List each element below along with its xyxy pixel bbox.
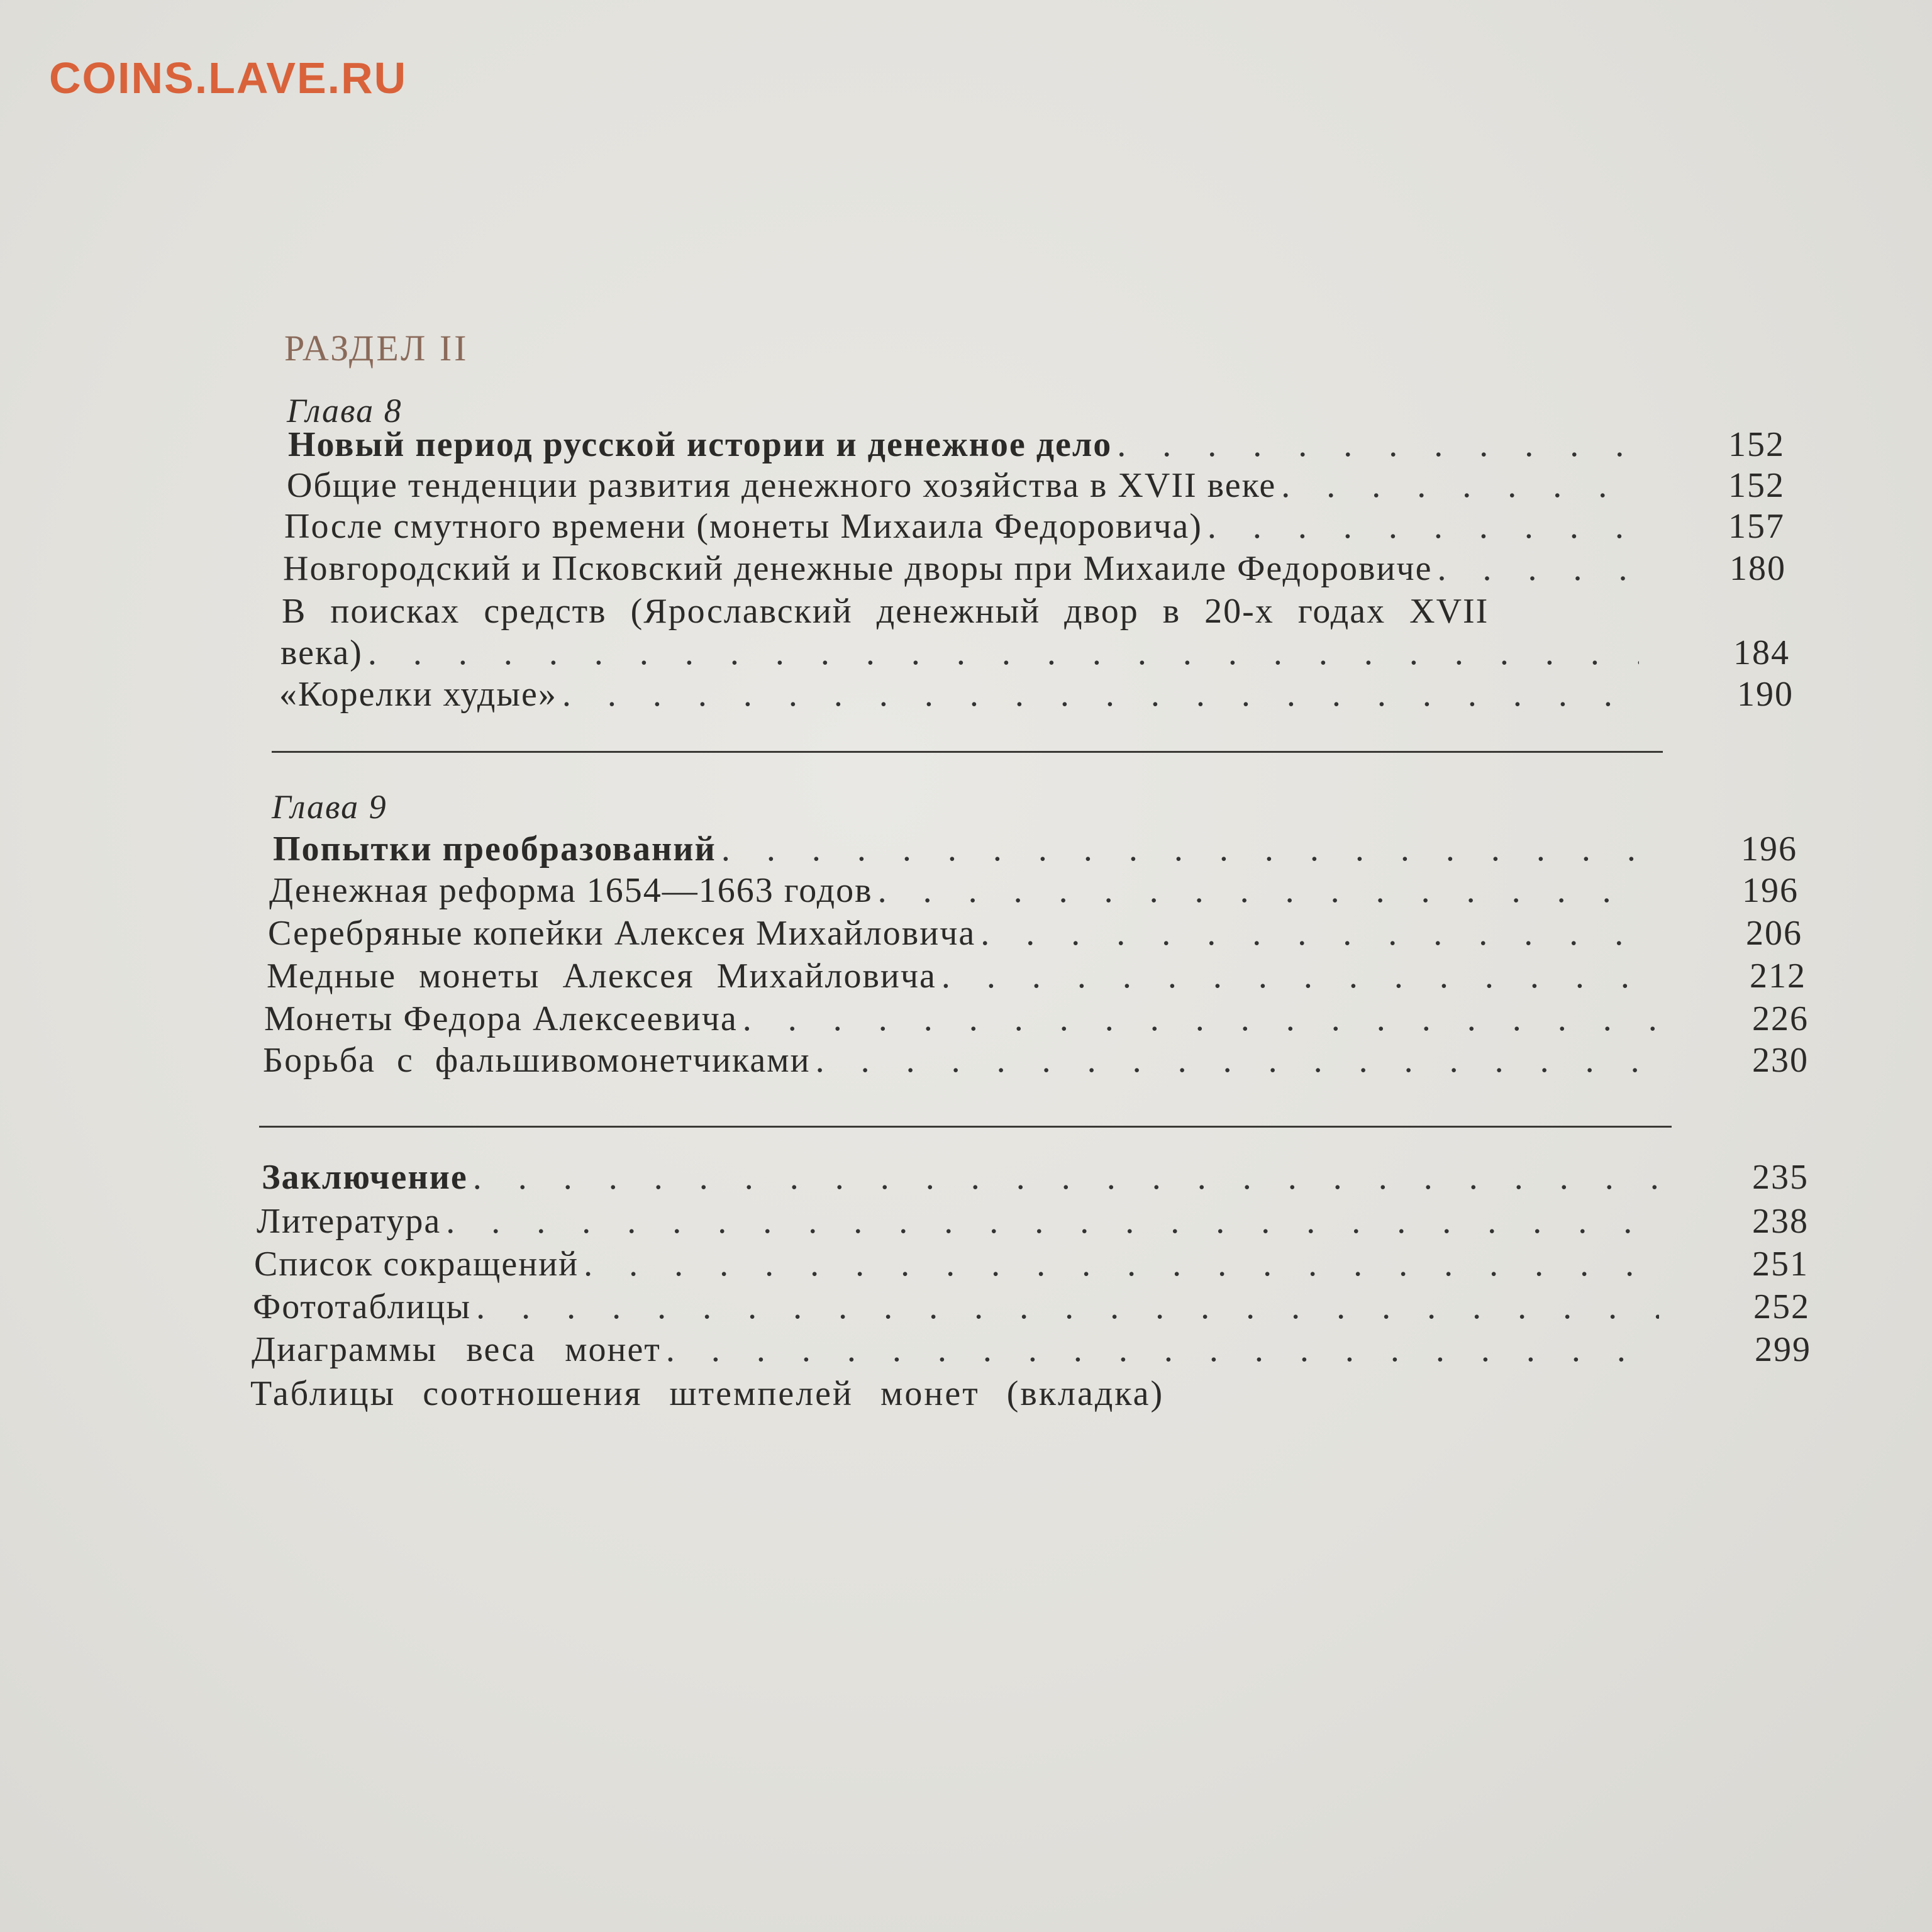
toc-entry-wrapped-line [282,591,1657,631]
toc-entry-title-line1: В поисках средств (Ярославский денежный двор в 20-х годах XVII [282,592,1489,631]
leader-dots [1281,465,1634,506]
toc-entry-page: 190 [1737,675,1794,714]
toc-entry-title: Серебряные копейки Алексея Михайловича [268,914,976,953]
toc-entry-title: Попытки преобразований [273,830,716,869]
toc-entry-title: После смутного времени (монеты Михаила Федоровича) [284,507,1202,546]
chapter-8-label: Глава 8 [287,392,402,430]
toc-entry[interactable] [253,1287,1810,1328]
toc-entry-title: Новгородский и Псковский денежные дворы при Михаиле Федоровиче [283,549,1433,588]
toc-entry[interactable] [262,1157,1809,1199]
leader-dots [446,1201,1658,1241]
toc-entry-last[interactable] [250,1374,1164,1414]
toc-entry[interactable] [280,633,1790,674]
toc-entry-title: «Корелки худые» [279,675,557,714]
leader-dots [476,1287,1659,1327]
toc-entry-page: 152 [1728,425,1785,464]
toc-entry-title: Общие тенденции развития денежного хозяйства в XVII веке [287,466,1277,505]
toc-entry-page: 252 [1753,1287,1810,1326]
toc-entry[interactable] [263,1040,1809,1082]
leader-dots [980,913,1652,953]
toc-entry-title: Диаграммы веса монет [252,1330,661,1369]
toc-entry-page: 226 [1752,999,1809,1038]
toc-entry[interactable] [269,870,1799,912]
toc-entry[interactable] [257,1201,1809,1243]
toc-entry[interactable] [287,465,1785,507]
toc-entry[interactable] [267,956,1806,997]
toc-entry-page: 251 [1752,1245,1809,1284]
toc-entry[interactable] [264,999,1809,1040]
section-heading: РАЗДЕЛ II [284,328,469,369]
toc-entry-title: Монеты Федора Алексеевича [264,999,738,1038]
toc-entry-page: 196 [1741,830,1797,869]
toc-entry-page: 196 [1742,871,1799,910]
toc-entry[interactable] [273,829,1797,870]
toc-entry-title: Медные монеты Алексея Михайловича [267,957,936,996]
toc-entry-page: 299 [1755,1330,1811,1369]
chapter-divider [259,1126,1672,1128]
chapter-divider [272,751,1663,753]
toc-entry-title: Борьба с фальшивомонетчиками [263,1041,811,1080]
watermark-logo: COINS.LAVE.RU [49,53,408,103]
leader-dots [878,870,1648,911]
toc-entry-page: 212 [1750,957,1806,996]
toc-entry-title: Литература [257,1202,441,1241]
leader-dots [941,956,1655,996]
toc-entry-title: Таблицы соотношения штемпелей монет (вкладка) [250,1374,1165,1413]
toc-entry-title: Новый период русской истории и денежное дело [288,425,1113,464]
toc-entry-page: 157 [1728,507,1785,546]
toc-entry-title: века) [280,633,363,672]
toc-entry[interactable] [252,1330,1811,1371]
chapter-9-label: Глава 9 [272,788,387,826]
toc-entry-page: 152 [1728,466,1785,505]
toc-entry[interactable] [254,1244,1809,1285]
toc-entry[interactable] [268,913,1802,955]
toc-entry-page: 184 [1733,633,1790,672]
toc-entry-title: Список сокращений [254,1245,579,1284]
leader-dots [743,999,1658,1039]
leader-dots [584,1244,1658,1284]
toc-entry-page: 180 [1729,549,1786,588]
leader-dots [666,1330,1660,1370]
leader-dots [721,829,1646,869]
toc-entry-title: Фототаблицы [253,1287,472,1326]
leader-dots [1208,506,1634,547]
toc-entry-page: 235 [1752,1158,1809,1197]
leader-dots [816,1040,1658,1080]
toc-entry[interactable] [283,548,1786,590]
toc-entry-page: 238 [1752,1202,1809,1241]
toc-entry[interactable] [279,674,1794,716]
leader-dots [562,674,1643,714]
toc-entry-title: Заключение [262,1158,468,1197]
toc-entry[interactable] [284,506,1785,548]
leader-dots [473,1157,1658,1197]
toc-entry-title: Денежная реформа 1654—1663 годов [269,871,873,910]
leader-dots [1117,425,1634,465]
toc-entry[interactable] [288,425,1785,466]
leader-dots [368,633,1639,673]
toc-entry-page: 206 [1746,914,1802,953]
toc-entry-page: 230 [1752,1041,1809,1080]
leader-dots [1437,548,1635,589]
